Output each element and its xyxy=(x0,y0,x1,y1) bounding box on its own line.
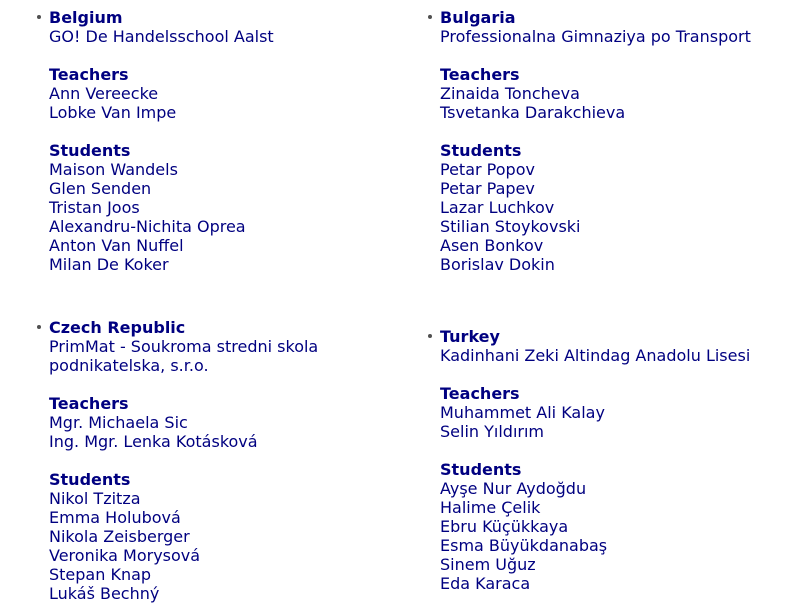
country-line xyxy=(428,8,802,27)
teachers-heading: Teachers xyxy=(49,65,129,84)
school-details xyxy=(440,346,802,593)
school-details xyxy=(49,337,417,603)
student-name: Petar Papev xyxy=(440,179,535,198)
bullet-icon xyxy=(428,15,432,19)
bullet-icon xyxy=(37,15,41,19)
teacher-name: Muhammet Ali Kalay xyxy=(440,403,605,422)
school-name: GO! De Handelsschool Aalst xyxy=(49,27,274,46)
student-name: Alexandru-Nichita Oprea xyxy=(49,217,246,236)
school-block-bulgaria xyxy=(428,8,802,274)
student-name: Veronika Morysová xyxy=(49,546,201,565)
bullet-icon xyxy=(37,325,41,329)
teacher-name: Mgr. Michaela Sic xyxy=(49,413,188,432)
students-heading: Students xyxy=(440,460,522,479)
teacher-name: Selin Yıldırım xyxy=(440,422,544,441)
teachers-heading: Teachers xyxy=(49,394,129,413)
students-list xyxy=(440,479,802,593)
student-name: Nikol Tzitza xyxy=(49,489,141,508)
teachers-list xyxy=(440,403,802,441)
school-name: Professionalna Gimnaziya po Transport xyxy=(440,27,751,46)
students-list xyxy=(49,489,417,603)
student-name: Borislav Dokin xyxy=(440,255,555,274)
country-line xyxy=(428,327,802,346)
country-name: Bulgaria xyxy=(440,8,516,27)
students-heading: Students xyxy=(49,141,131,160)
bullet-icon xyxy=(428,334,432,338)
student-name: Milan De Koker xyxy=(49,255,169,274)
school-name: Kadinhani Zeki Altindag Anadolu Lisesi xyxy=(440,346,751,365)
students-heading: Students xyxy=(49,470,131,489)
students-heading: Students xyxy=(440,141,522,160)
teacher-name: Tsvetanka Darakchieva xyxy=(440,103,626,122)
teachers-list xyxy=(440,84,802,122)
students-list xyxy=(440,160,802,274)
student-name: Anton Van Nuffel xyxy=(49,236,184,255)
teacher-name: Zinaida Toncheva xyxy=(440,84,580,103)
teachers-list xyxy=(49,84,417,122)
student-name: Ebru Küçükkaya xyxy=(440,517,569,536)
school-block-czech-republic xyxy=(37,318,417,603)
student-name: Nikola Zeisberger xyxy=(49,527,190,546)
school-details xyxy=(49,27,417,274)
teachers-list xyxy=(49,413,417,451)
students-list xyxy=(49,160,417,274)
country-line xyxy=(37,318,417,337)
teacher-name: Ann Vereecke xyxy=(49,84,159,103)
teacher-name: Ing. Mgr. Lenka Kotásková xyxy=(49,432,258,451)
student-name: Halime Çelik xyxy=(440,498,541,517)
teachers-heading: Teachers xyxy=(440,384,520,403)
student-name: Eda Karaca xyxy=(440,574,531,593)
country-name: Turkey xyxy=(440,327,500,346)
student-name: Lazar Luchkov xyxy=(440,198,555,217)
school-block-belgium xyxy=(37,8,417,274)
teachers-heading: Teachers xyxy=(440,65,520,84)
student-name: Esma Büyükdanabaş xyxy=(440,536,608,555)
country-name: Czech Republic xyxy=(49,318,186,337)
student-name: Petar Popov xyxy=(440,160,535,179)
school-block-turkey xyxy=(428,327,802,593)
country-name: Belgium xyxy=(49,8,123,27)
teacher-name: Lobke Van Impe xyxy=(49,103,177,122)
school-name-line: podnikatelska, s.r.o. xyxy=(49,356,209,375)
student-name: Glen Senden xyxy=(49,179,152,198)
country-line xyxy=(37,8,417,27)
student-name: Maison Wandels xyxy=(49,160,178,179)
school-name-line: PrimMat - Soukroma stredni skola xyxy=(49,337,319,356)
student-name: Emma Holubová xyxy=(49,508,181,527)
student-name: Asen Bonkov xyxy=(440,236,544,255)
student-name: Stilian Stoykovski xyxy=(440,217,581,236)
student-name: Ayşe Nur Aydoğdu xyxy=(440,479,587,498)
student-name: Tristan Joos xyxy=(49,198,140,217)
school-details xyxy=(440,27,802,274)
student-name: Sinem Uğuz xyxy=(440,555,536,574)
student-name: Stepan Knap xyxy=(49,565,152,584)
student-name: Lukáš Bechný xyxy=(49,584,160,603)
